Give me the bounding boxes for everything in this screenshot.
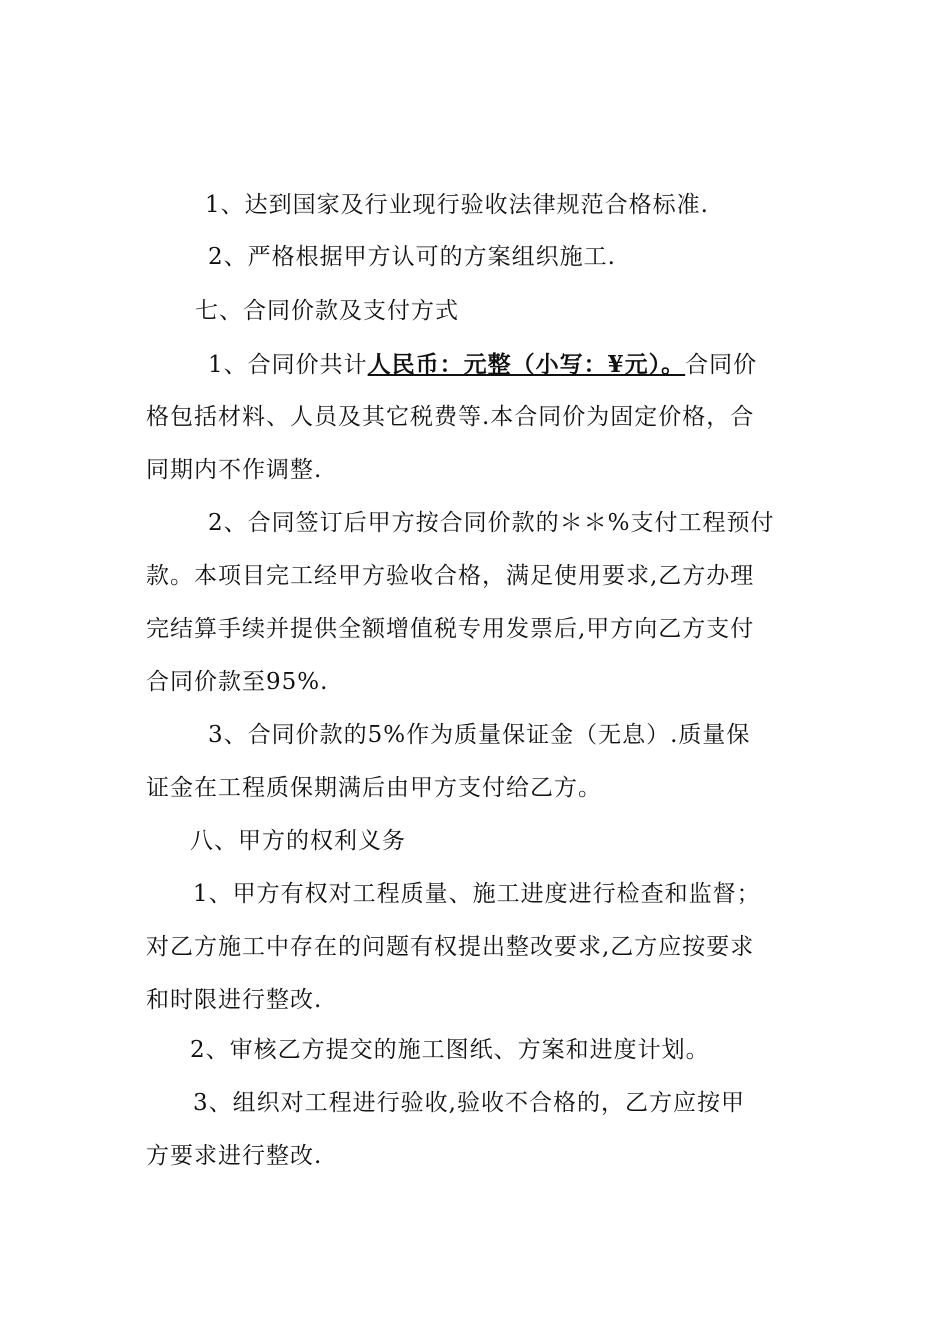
clause-7-2-line-1: 2、合同签订后甲方按合同价款的＊＊%支付工程预付 bbox=[208, 510, 775, 536]
clause-7-3-line-1: 3、合同价款的5%作为质量保证金（无息）.质量保 bbox=[208, 722, 751, 748]
clause-7-2-line-2: 款。本项目完工经甲方验收合格，满足使用要求,乙方办理 bbox=[146, 563, 755, 589]
clause-8-1-line-2: 对乙方施工中存在的问题有权提出整改要求,乙方应按要求 bbox=[146, 934, 755, 960]
clause-8-3-line-1: 3、组织对工程进行验收,验收不合格的，乙方应按甲 bbox=[193, 1090, 745, 1116]
clause-8-1-line-3: 和时限进行整改. bbox=[146, 987, 323, 1013]
clause-7-2-line-3: 完结算手续并提供全额增值税专用发票后,甲方向乙方支付 bbox=[146, 616, 755, 642]
clause-6-2: 2、严格根据甲方认可的方案组织施工. bbox=[208, 244, 616, 270]
clause-7-1-line-2: 格包括材料、人员及其它税费等.本合同价为固定价格，合 bbox=[146, 404, 755, 430]
clause-7-1-prefix: 1、合同价共计 bbox=[208, 352, 368, 378]
clause-8-1-line-1: 1、甲方有权对工程质量、施工进度进行检查和监督； bbox=[193, 881, 761, 907]
clause-8-3-line-2: 方要求进行整改. bbox=[146, 1143, 323, 1169]
section-8-heading: 八、甲方的权利义务 bbox=[190, 828, 406, 854]
clause-7-1-suffix: 合同价 bbox=[685, 352, 758, 378]
clause-7-2-line-4: 合同价款至95%. bbox=[146, 669, 329, 695]
contract-price-underlined: 人民币：元整（小写：¥元）。 bbox=[367, 351, 686, 378]
clause-7-1-line-3: 同期内不作调整. bbox=[146, 457, 323, 483]
clause-6-1: 1、达到国家及行业现行验收法律规范合格标准. bbox=[205, 192, 709, 218]
clause-8-2: 2、审核乙方提交的施工图纸、方案和进度计划。 bbox=[190, 1037, 710, 1063]
section-7-heading: 七、合同价款及支付方式 bbox=[195, 298, 459, 324]
clause-7-3-line-2: 证金在工程质保期满后由甲方支付给乙方。 bbox=[146, 775, 602, 801]
clause-7-1-line-1 bbox=[208, 350, 757, 380]
